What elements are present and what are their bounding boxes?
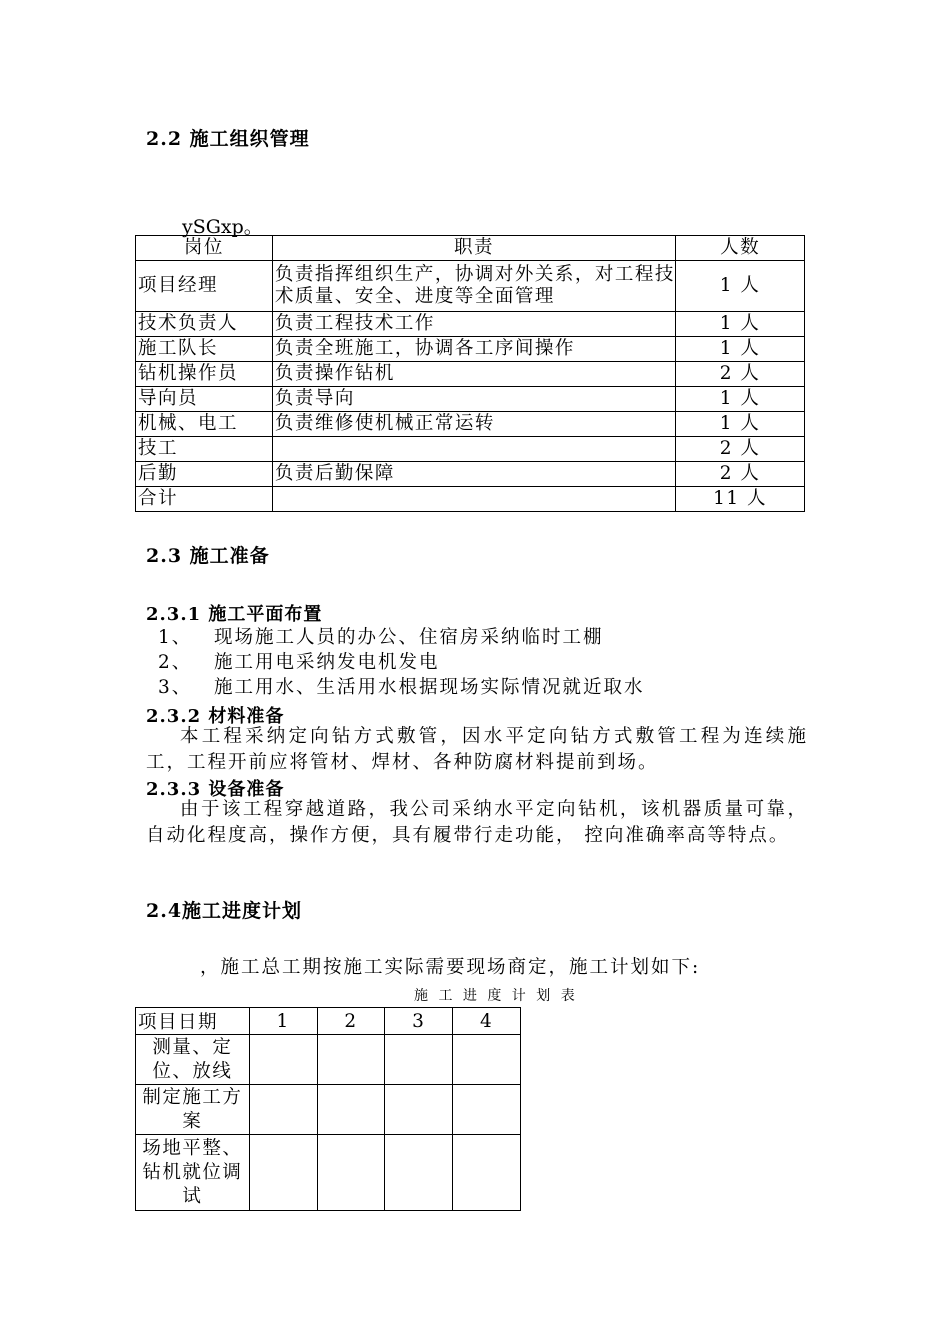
org-cell-count: 1 人 xyxy=(676,312,805,337)
org-cell-post: 合计 xyxy=(136,487,273,512)
section-2-2-title: 2.2 施工组织管理 xyxy=(146,128,310,150)
schedule-cell xyxy=(453,1035,521,1085)
table-row xyxy=(136,1035,521,1085)
layout-list-item xyxy=(158,650,440,676)
org-cell-count: 2 人 xyxy=(676,437,805,462)
org-cell-count: 1 人 xyxy=(676,412,805,437)
table-row xyxy=(136,487,805,512)
org-cell-count: 11 人 xyxy=(676,487,805,512)
material-paragraph: 本工程采纳定向钻方式敷管，因水平定向钻方式敷管工程为连续施工，工程开前应将管材、焊材、各种防腐材料提前到场。 xyxy=(146,726,808,773)
org-cell-duty: 负责导向 xyxy=(272,387,675,412)
schedule-cell xyxy=(385,1135,453,1211)
list-item-number: 2、 xyxy=(158,652,193,673)
schedule-cell-task: 制定施工方案 xyxy=(136,1085,250,1135)
org-cell-duty: 负责指挥组织生产，协调对外关系，对工程技术质量、安全、进度等全面管理 xyxy=(272,261,675,312)
schedule-header-day: 2 xyxy=(317,1008,385,1035)
schedule-cell xyxy=(249,1085,317,1135)
org-cell-post: 施工队长 xyxy=(136,337,273,362)
schedule-header-day: 3 xyxy=(385,1008,453,1035)
org-cell-post: 钻机操作员 xyxy=(136,362,273,387)
table-row xyxy=(136,312,805,337)
org-cell-duty: 负责全班施工，协调各工序间操作 xyxy=(272,337,675,362)
table-row xyxy=(136,337,805,362)
layout-list-item xyxy=(158,625,604,651)
table-row xyxy=(136,412,805,437)
equipment-paragraph: 由于该工程穿越道路，我公司采纳水平定向钻机，该机器质量可靠，自动化程度高，操作方便，具有履带行走功能， 控向准确率高等特点。 xyxy=(146,799,808,846)
section-2-4-title: 2.4施工进度计划 xyxy=(146,900,303,922)
org-cell-duty xyxy=(272,487,675,512)
table-row xyxy=(136,437,805,462)
schedule-cell xyxy=(249,1035,317,1085)
section-2-3-title: 2.3 施工准备 xyxy=(146,545,270,567)
schedule-cell xyxy=(317,1085,385,1135)
table-row xyxy=(136,462,805,487)
layout-list-item xyxy=(158,675,645,701)
schedule-cell xyxy=(317,1135,385,1211)
org-cell-post: 技术负责人 xyxy=(136,312,273,337)
org-header-duty: 职责 xyxy=(272,236,675,261)
schedule-cell xyxy=(453,1085,521,1135)
list-item-text: 施工用电采纳发电机发电 xyxy=(214,652,440,673)
org-header-count: 人数 xyxy=(676,236,805,261)
schedule-cell-task: 场地平整、钻机就位调试 xyxy=(136,1135,250,1211)
org-cell-duty: 负责后勤保障 xyxy=(272,462,675,487)
table-row xyxy=(136,1135,521,1211)
list-item-number: 3、 xyxy=(158,677,193,698)
table-row xyxy=(136,362,805,387)
section-2-3-1-title: 2.3.1 施工平面布置 xyxy=(146,604,323,625)
schedule-cell xyxy=(385,1035,453,1085)
schedule-caption: 施 工 进 度 计 划 表 xyxy=(414,988,578,1004)
list-item-number: 1、 xyxy=(158,627,193,648)
list-item-text: 现场施工人员的办公、住宿房采纳临时工棚 xyxy=(214,627,604,648)
org-cell-count: 1 人 xyxy=(676,387,805,412)
org-cell-post: 机械、电工 xyxy=(136,412,273,437)
schedule-table xyxy=(135,1007,521,1211)
schedule-cell xyxy=(249,1135,317,1211)
org-cell-duty: 负责维修使机械正常运转 xyxy=(272,412,675,437)
table-row xyxy=(136,261,805,312)
table-row xyxy=(136,1085,521,1135)
section-2-3-3-title: 2.3.3 设备准备 xyxy=(146,779,285,800)
org-cell-post: 技工 xyxy=(136,437,273,462)
schedule-header-item: 项目日期 xyxy=(136,1008,250,1035)
org-cell-post: 项目经理 xyxy=(136,261,273,312)
faint-watermark-line xyxy=(160,190,800,204)
schedule-cell xyxy=(385,1085,453,1135)
schedule-header-day: 4 xyxy=(453,1008,521,1035)
org-cell-post: 后勤 xyxy=(136,462,273,487)
org-table-header-row xyxy=(136,236,805,261)
schedule-intro-text: ，施工总工期按施工实际需要现场商定，施工计划如下: xyxy=(200,957,701,978)
org-table xyxy=(135,235,805,512)
org-cell-count: 1 人 xyxy=(676,261,805,312)
list-item-text: 施工用水、生活用水根据现场实际情况就近取水 xyxy=(214,677,645,698)
org-cell-count: 2 人 xyxy=(676,462,805,487)
org-cell-duty xyxy=(272,437,675,462)
schedule-header-day: 1 xyxy=(249,1008,317,1035)
org-cell-count: 1 人 xyxy=(676,337,805,362)
table-row xyxy=(136,387,805,412)
schedule-cell xyxy=(317,1035,385,1085)
schedule-header-row xyxy=(136,1008,521,1035)
org-cell-duty: 负责操作钻机 xyxy=(272,362,675,387)
org-cell-count: 2 人 xyxy=(676,362,805,387)
org-intro-text: ySGxp。 xyxy=(182,216,263,238)
org-cell-post: 导向员 xyxy=(136,387,273,412)
schedule-cell xyxy=(453,1135,521,1211)
org-header-post: 岗位 xyxy=(136,236,273,261)
schedule-cell-task: 测量、定位、放线 xyxy=(136,1035,250,1085)
section-2-3-2-title: 2.3.2 材料准备 xyxy=(146,706,285,727)
org-cell-duty: 负责工程技术工作 xyxy=(272,312,675,337)
